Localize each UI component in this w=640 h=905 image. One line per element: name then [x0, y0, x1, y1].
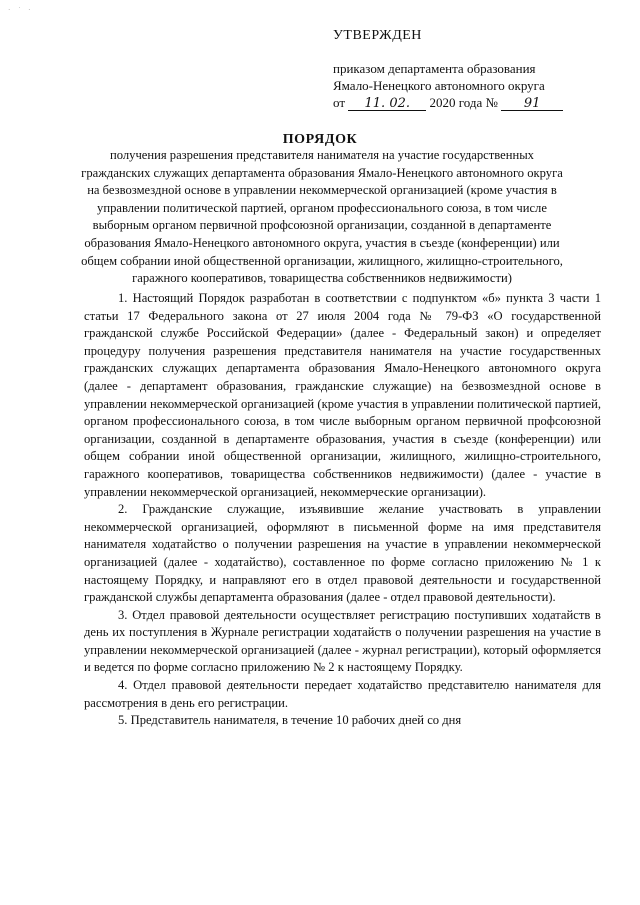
paragraph-5: 5. Представитель нанимателя, в течение 10 рабочих дней со дня — [118, 713, 462, 728]
year-text: 2020 года № — [429, 95, 498, 110]
handwritten-date: 11. 02. — [348, 97, 426, 111]
paragraph-3: 3. Отдел правовой деятельности осуществляет регистрацию поступивших ходатайств в день их поступления в Журнале регистрации ходатайств о получении разрешения на участие в управлении некоммерческой организацией (далее - журнал регистрации), который оформляется и ведется по форме согласно приложению № 2 к настоящему Порядку. — [84, 607, 601, 675]
document-title: ПОРЯДОК — [282, 132, 358, 147]
document-body — [84, 290, 601, 730]
paragraph-4: 4. Отдел правовой деятельности передает ходатайство представителю нанимателя для рассмотрения в день его регистрации. — [84, 678, 601, 710]
approval-title: УТВЕРЖДЕН — [333, 28, 422, 43]
paragraph-1: 1. Настоящий Порядок разработан в соответствии с подпунктом «б» пункта 3 части 1 статьи 17 Федерального закона от 27 июля 2004 года № 79-ФЗ «О государственной гражданской службе Российской Федерации» (далее - Федеральный закон) и определяет процедуру получения разрешения представителя нанимателя на участие государственных гражданских служащих департамента образования Ямало-Ненецкого автономного округа (далее - департамент образования, гражданские служащие) на безвозмездной основе в управлении некоммерческой организацией (кроме участия в управлении политической партией, органом профессионального союза, в том числе выборным органом первичной профсоюзной организации, созданной в департаменте образования, участия в съезде (конференции) или общем собрании иной общественной организации, жилищного, жилищно-строительного, гаражного кооперативов, товарищества собственников недвижимости) (далее - участие в управлении некоммерческой организацией, некоммерческие организации). — [84, 291, 601, 499]
approval-line-2: Ямало-Ненецкого автономного округа — [333, 78, 545, 93]
approval-line-1: приказом департамента образования — [333, 61, 536, 76]
document-subtitle: получения разрешения представителя нанимателя на участие государственных гражданских служащих департамента образования Ямало-Ненецкого автономного округа на безвозмездной основе в управлении некоммерческой организацией (кроме участия в управлении политической партией, органом профессионального союза, в том числе выборным органом первичной профсоюзной организации, созданной в департаменте образования Ямало-Ненецкого автономного округа, участия в съезде (конференции) или общем собрании иной общественной организации, жилищного, жилищно-строительного, гаражного кооперативов, товарищества собственников недвижимости) — [81, 148, 563, 286]
handwritten-number: 91 — [501, 97, 563, 111]
scan-marks: · ˙ · — [8, 6, 34, 14]
date-prefix: от — [333, 95, 346, 110]
paragraph-2: 2. Гражданские служащие, изъявившие желание участвовать в управлении некоммерческой организацией, оформляют в письменной форме на имя представителя нанимателя ходатайство о получении разрешения на участие в управлении некоммерческой организацией (далее - ходатайство), составленное по форме согласно приложению № 1 к настоящему Порядку, и направляют его в отдел правовой деятельности и государственной гражданской службы департамента образования (далее - отдел правовой деятельности). — [84, 502, 601, 605]
approval-block — [333, 28, 613, 111]
approval-date-line — [333, 94, 613, 111]
